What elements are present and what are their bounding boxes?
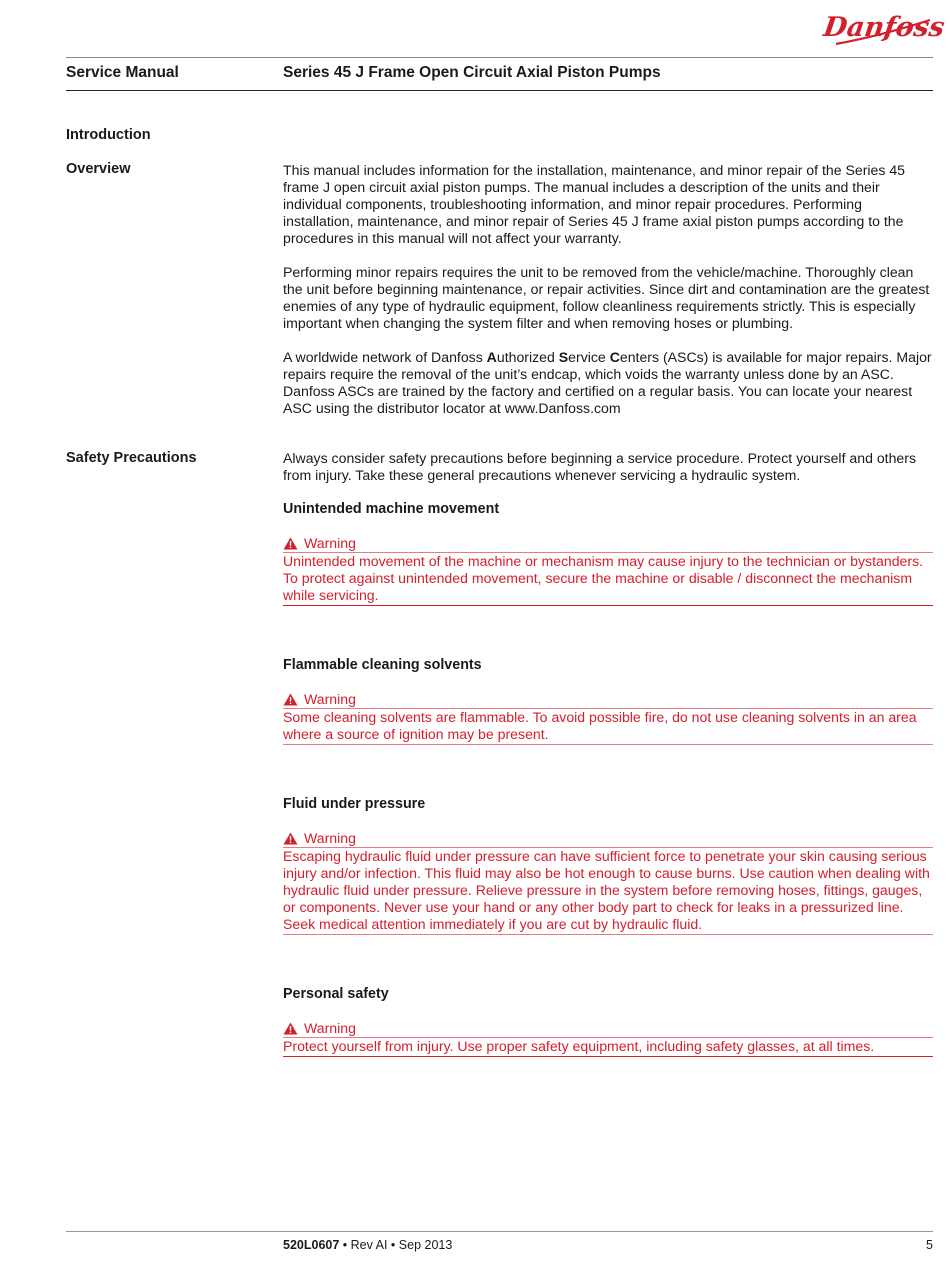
section-introduction-heading: Introduction [66, 127, 151, 143]
header-rule [66, 90, 933, 91]
warning-triangle-icon [283, 832, 298, 845]
overview-paragraph-2: Performing minor repairs requires the unit to be removed from the vehicle/machine. Thoroughly clean the unit before beginning maintenance, or repair activities. Since dirt and contamination are the greatest enemies of any type of hydraulic equipment, follow cleanliness requirements strictly. This is especially important when changing the system filter and when removing hoses or plumbing. [283, 264, 930, 331]
warning-label: Warning [283, 691, 933, 709]
danfoss-logo [821, 6, 947, 50]
header-manual-title: Service Manual [66, 64, 179, 81]
warning-text: Escaping hydraulic fluid under pressure can have sufficient force to penetrate your skin causing serious injury and/or infection. This fluid may also be hot enough to cause burns. Use caution when dealing with hydraulic fluid under pressure. Relieve pressure in the system before removing hoses, fittings, gauges, or components. Never use your hand or any other body part to check for leaks in a pressurized line. Seek medical attention immediately if you are cut by hydraulic fluid. [283, 848, 933, 935]
safety-intro: Always consider safety precautions before beginning a service procedure. Protect yourself and others from injury. Take these general precautions whenever servicing a hydraulic system. [283, 450, 917, 483]
section-overview-heading: Overview [66, 161, 131, 177]
warning-triangle-icon [283, 537, 298, 550]
overview-paragraph-1: This manual includes information for the installation, maintenance, and minor repair of the Series 45 frame J open circuit axial piston pumps. The manual includes a description of the units and their individual components, troubleshooting information, and minor repair procedures. Performing installation, maintenance, and minor repair of Series 45 J frame axial piston pumps according to the procedures in this manual will not affect your warranty. [283, 162, 906, 246]
section-safety-heading: Safety Precautions [66, 450, 197, 466]
warning-text: Protect yourself from injury. Use proper safety equipment, including safety glasses, at all times. [283, 1038, 933, 1057]
safety-item-title: Personal safety [283, 986, 389, 1002]
warning-label: Warning [283, 535, 933, 553]
warning-text: Some cleaning solvents are flammable. To avoid possible fire, do not use cleaning solvents in an area where a source of ignition may be present. [283, 709, 933, 745]
page-number: 5 [926, 1238, 933, 1252]
safety-item-flammable-solvents [283, 657, 933, 745]
footer-rule [66, 1231, 933, 1232]
warning-triangle-icon [283, 1022, 298, 1035]
safety-item-personal-safety [283, 986, 933, 1057]
warning-text: Unintended movement of the machine or mechanism may cause injury to the technician or bystanders. To protect against unintended movement, secure the machine or disable / disconnect the mechanism while servicing. [283, 553, 933, 606]
svg-text:Danfoss: Danfoss [821, 12, 947, 43]
safety-item-unintended-movement [283, 501, 933, 606]
overview-body [283, 162, 933, 434]
warning-triangle-icon [283, 693, 298, 706]
safety-item-title: Fluid under pressure [283, 796, 426, 812]
overview-paragraph-3: A worldwide network of Danfoss Authorized Service Centers (ASCs) is available for major repairs. Major repairs require the removal of the unit’s endcap, which voids the warranty unless done by an ASC. Danfoss ASCs are trained by the factory and certified on a regular basis. You can locate your nearest ASC using the distributor locator at www.Danfoss.com [283, 349, 932, 416]
top-rule [66, 57, 933, 58]
safety-item-fluid-pressure [283, 796, 933, 935]
safety-item-title: Flammable cleaning solvents [283, 657, 482, 673]
safety-body [283, 450, 933, 1074]
warning-label: Warning [283, 1020, 933, 1038]
warning-label: Warning [283, 830, 933, 848]
header-product-title: Series 45 J Frame Open Circuit Axial Piston Pumps [283, 64, 661, 81]
safety-item-title: Unintended machine movement [283, 501, 500, 517]
footer-document-info: 520L0607 • Rev AI • Sep 2013 [283, 1238, 453, 1252]
